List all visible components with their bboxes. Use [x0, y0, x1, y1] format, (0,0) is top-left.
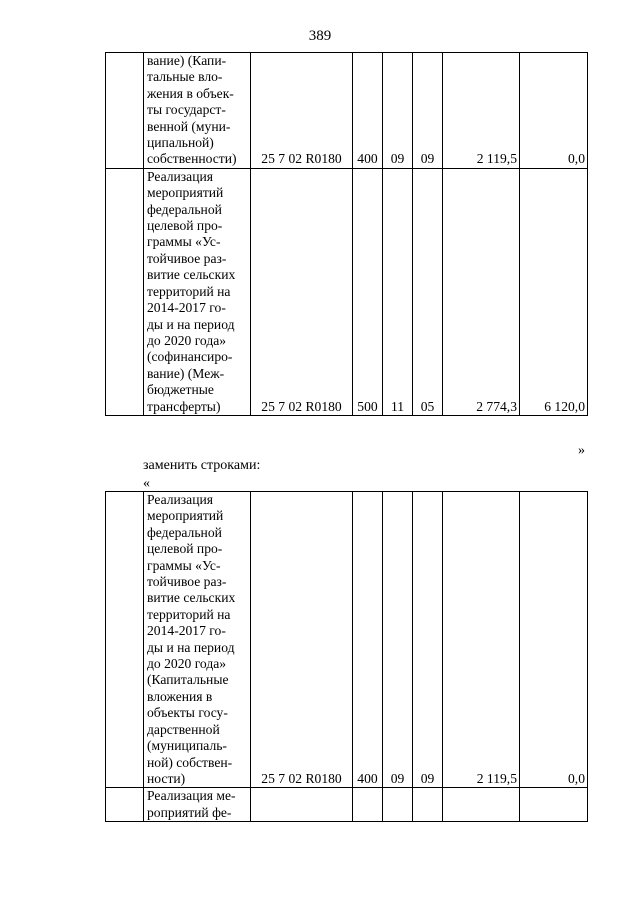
budget-table-bottom [105, 491, 588, 822]
expense-type-cell: 400 [353, 53, 383, 169]
section-cell: 09 [383, 492, 413, 788]
section-cell: 11 [383, 168, 413, 415]
expense-type-cell: 400 [353, 492, 383, 788]
subsection-cell [413, 788, 443, 822]
amount-cell: 0,0 [520, 53, 588, 169]
table-row [106, 492, 588, 788]
row-name-cell: Реализация ме- роприятий фе- [144, 788, 251, 822]
empty-cell [106, 492, 144, 788]
target-code-cell [251, 788, 353, 822]
budget-table-top [105, 52, 588, 416]
page-number: 389 [308, 28, 332, 44]
opening-quote: « [143, 476, 150, 491]
empty-cell [106, 788, 144, 822]
empty-cell [106, 168, 144, 415]
row-name-cell: Реализация мероприятий федеральной целевой про- граммы «Ус- тойчивое раз- витие сельских территорий на 2014-2017 го- ды и на период до 2020 года» (Капитальные вложения в объекты госу- дарственной (муниципаль- ной) собствен- ности) [144, 492, 251, 788]
amount-cell: 0,0 [520, 492, 588, 788]
amount-cell: 2 119,5 [443, 53, 520, 169]
amount-cell: 2 119,5 [443, 492, 520, 788]
amount-cell: 6 120,0 [520, 168, 588, 415]
closing-quote: » [578, 443, 585, 458]
amount-cell [520, 788, 588, 822]
table-row [106, 788, 588, 822]
section-cell [383, 788, 413, 822]
subsection-cell: 09 [413, 492, 443, 788]
subsection-cell: 09 [413, 53, 443, 169]
target-code-cell: 25 7 02 R0180 [251, 492, 353, 788]
expense-type-cell: 500 [353, 168, 383, 415]
row-name-cell: вание) (Капи- тальные вло- жения в объек- ты государст- венной (муни- ципальной) собственности) [144, 53, 251, 169]
empty-cell [106, 53, 144, 169]
section-cell: 09 [383, 53, 413, 169]
target-code-cell: 25 7 02 R0180 [251, 168, 353, 415]
row-name-cell: Реализация мероприятий федеральной целевой про- граммы «Ус- тойчивое раз- витие сельских территорий на 2014-2017 го- ды и на период до 2020 года» (софинансиро- вание) (Меж- бюджетные трансферты) [144, 168, 251, 415]
target-code-cell: 25 7 02 R0180 [251, 53, 353, 169]
table-row [106, 53, 588, 169]
replace-instruction: заменить строками: [143, 458, 261, 473]
subsection-cell: 05 [413, 168, 443, 415]
table-row [106, 168, 588, 415]
expense-type-cell [353, 788, 383, 822]
amount-cell [443, 788, 520, 822]
amount-cell: 2 774,3 [443, 168, 520, 415]
